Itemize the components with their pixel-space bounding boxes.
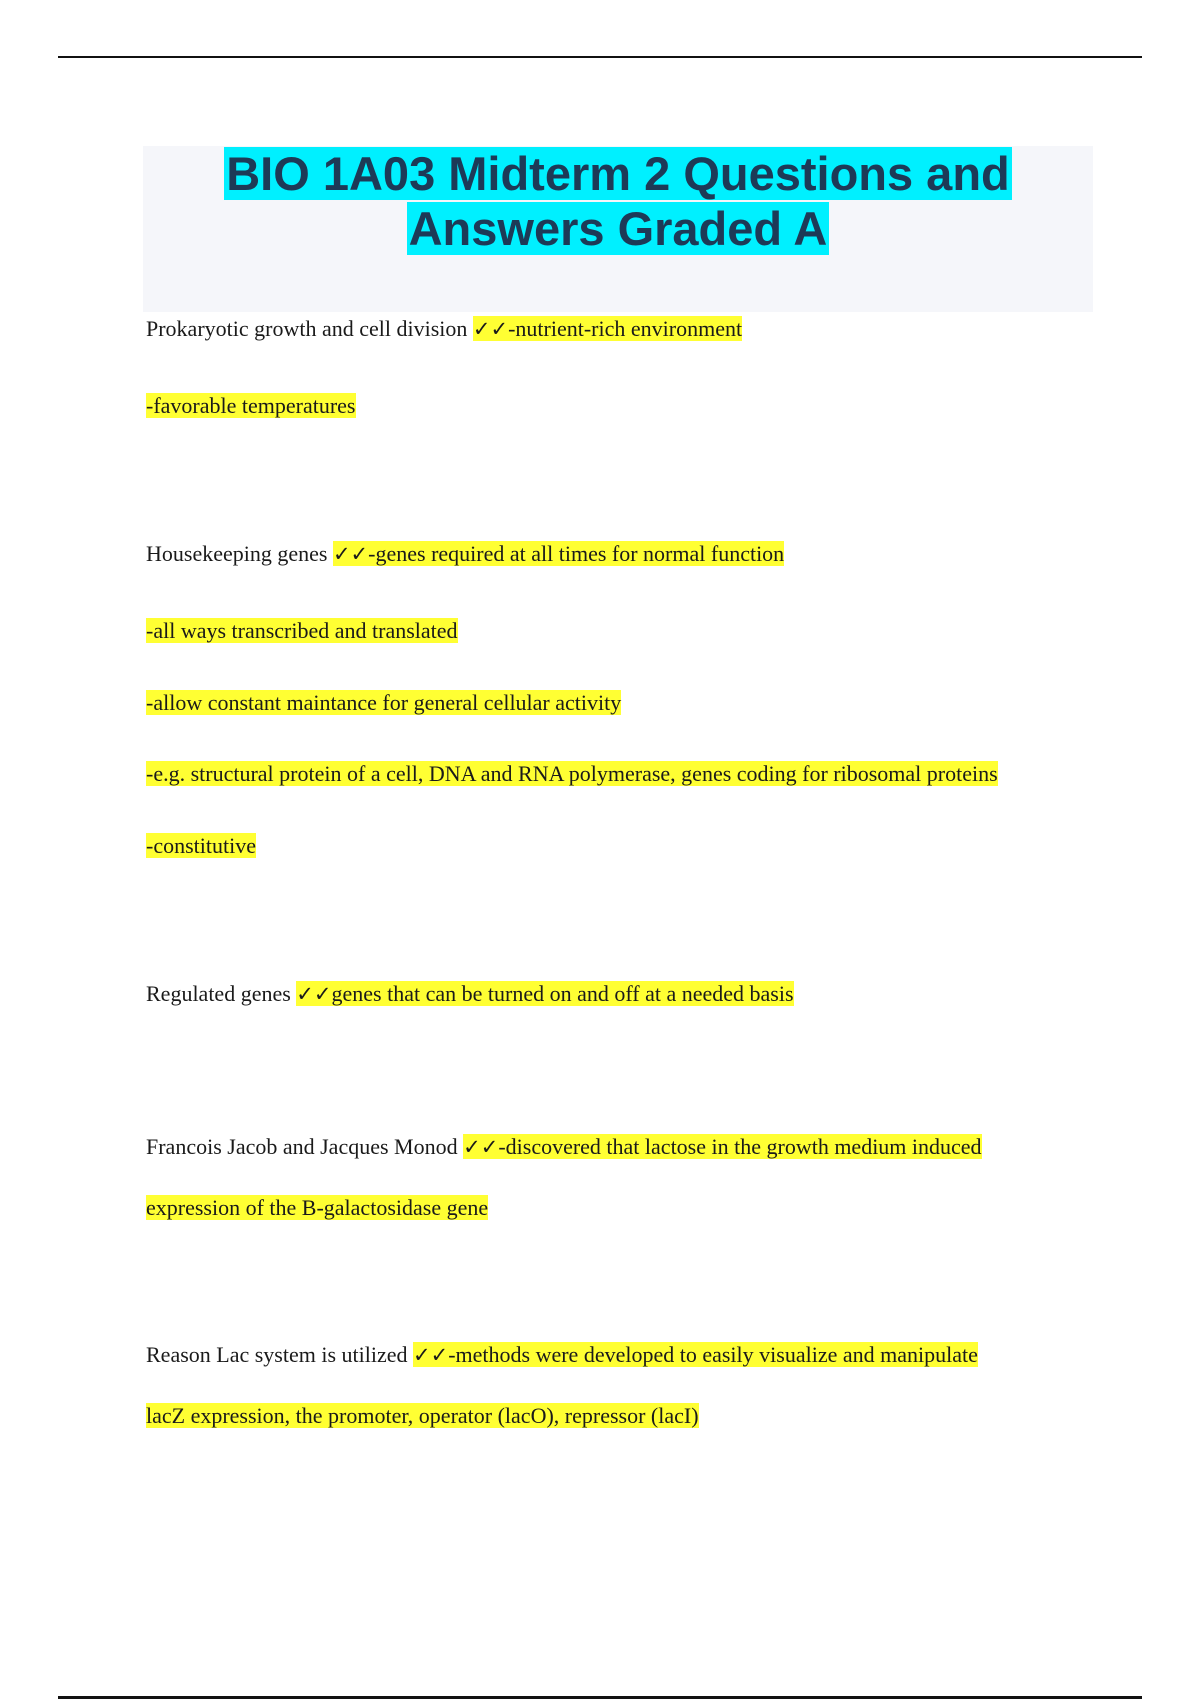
double-check-icon: ✓✓	[413, 1343, 449, 1367]
double-check-icon: ✓✓	[463, 1135, 499, 1159]
title-banner	[143, 146, 1093, 312]
term: Reason Lac system is utilized	[146, 1342, 413, 1367]
answer-line	[146, 392, 356, 420]
answer-line	[146, 1194, 488, 1222]
answer-line	[146, 689, 621, 717]
answer-highlight	[413, 1342, 978, 1367]
term: Housekeeping genes	[146, 541, 333, 566]
double-check-icon: ✓✓	[332, 542, 369, 566]
double-check-icon: ✓✓	[296, 982, 332, 1006]
answer-text: -constitutive	[146, 833, 256, 858]
term: Regulated genes	[146, 981, 297, 1006]
term: Francois Jacob and Jacques Monod	[146, 1134, 464, 1159]
qa-term-line	[146, 1341, 978, 1369]
answer-highlight	[463, 1134, 981, 1159]
term: Prokaryotic growth and cell division	[146, 316, 473, 341]
answer-line	[146, 832, 256, 860]
answer-text: -e.g. structural protein of a cell, DNA and RNA polymerase, genes coding for ribosomal proteins	[146, 761, 998, 786]
title-line-2: Answers Graded A	[408, 202, 828, 255]
qa-term-line	[146, 1133, 982, 1161]
qa-term-line	[146, 315, 742, 343]
answer-text: -discovered that lactose in the growth medium induced	[498, 1134, 982, 1159]
answer-highlight	[296, 981, 793, 1006]
top-rule	[58, 56, 1142, 58]
answer-text: lacZ expression, the promoter, operator (lacO), repressor (lacI)	[146, 1403, 699, 1428]
answer-text: genes that can be turned on and off at a needed basis	[331, 981, 794, 1006]
answer-text: expression of the B-galactosidase gene	[146, 1195, 489, 1220]
answer-text: -nutrient-rich environment	[508, 316, 743, 341]
double-check-icon: ✓✓	[472, 317, 509, 341]
answer-line	[146, 617, 458, 645]
answer-text: -genes required at all times for normal function	[368, 541, 785, 566]
title-line-1: BIO 1A03 Midterm 2 Questions and	[226, 147, 1010, 200]
answer-highlight	[333, 541, 784, 566]
qa-term-line	[146, 540, 784, 568]
qa-term-line	[146, 980, 794, 1008]
document-title	[224, 146, 1012, 256]
answer-highlight	[473, 316, 742, 341]
answer-text: -favorable temperatures	[146, 393, 356, 418]
answer-line	[146, 760, 998, 788]
answer-text: -allow constant maintance for general cellular activity	[146, 690, 622, 715]
answer-text: -methods were developed to easily visualize and manipulate	[448, 1342, 978, 1367]
answer-text: -all ways transcribed and translated	[146, 618, 458, 643]
answer-line	[146, 1402, 699, 1430]
bottom-rule	[58, 1696, 1142, 1699]
